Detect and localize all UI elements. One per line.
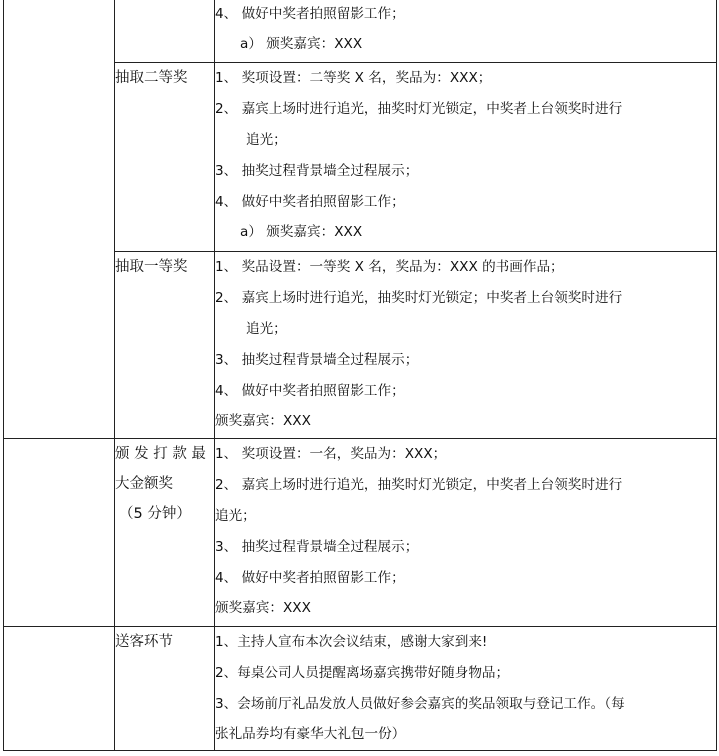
item-label: 颁 发 打 款 最 — [115, 446, 206, 462]
item-content-cell — [215, 627, 717, 751]
content-line: 追光； — [215, 508, 256, 524]
content-line: 3、会场前厅礼品发放人员做好参会嘉宾的奖品领取与登记工作。（每 — [215, 696, 625, 712]
content-line: 追光； — [246, 321, 287, 337]
content-line: 3、 抽奖过程背景墙全过程展示； — [215, 163, 419, 179]
content-line: 4、 做好中奖者拍照留影工作； — [215, 6, 405, 22]
item-content-cell — [215, 0, 717, 63]
segment-cell-empty — [4, 439, 115, 627]
content-line: 4、 做好中奖者拍照留影工作； — [215, 194, 405, 210]
content-line: 2、每桌公司人员提醒离场嘉宾携带好随身物品； — [215, 665, 510, 681]
item-label: 抽取二等奖 — [115, 70, 188, 86]
item-label-top-donor-prize — [115, 439, 215, 627]
table-row — [4, 0, 717, 63]
content-line: 1、 奖品设置：一等奖 X 名，奖品为：XXX 的书画作品； — [215, 259, 564, 275]
item-label: （5 分钟） — [119, 506, 191, 522]
content-line: 4、 做好中奖者拍照留影工作； — [215, 570, 405, 586]
content-line: 2、 嘉宾上场时进行追光，抽奖时灯光锁定，中奖者上台领奖时进行 — [215, 477, 623, 493]
item-label-cell-empty — [115, 0, 215, 63]
item-label: 抽取一等奖 — [115, 259, 188, 275]
content-line: a） 颁奖嘉宾：XXX — [240, 224, 363, 240]
content-line: 追光； — [246, 132, 287, 148]
content-line: 张礼品券均有豪华大礼包一份） — [215, 726, 406, 742]
item-label-farewell — [115, 627, 215, 751]
item-label: 送客环节 — [115, 634, 173, 650]
table-row — [4, 439, 717, 627]
item-label: 大金额奖 — [115, 476, 173, 492]
content-line: 4、 做好中奖者拍照留影工作； — [215, 383, 405, 399]
item-label-first-prize — [115, 252, 215, 439]
content-line: a） 颁奖嘉宾：XXX — [240, 36, 363, 52]
content-line: 1、 奖项设置：一名，奖品为：XXX； — [215, 446, 447, 462]
program-table — [3, 0, 717, 751]
content-line: 2、 嘉宾上场时进行追光，抽奖时灯光锁定；中奖者上台领奖时进行 — [215, 290, 623, 306]
content-line: 1、 奖项设置：二等奖 X 名，奖品为：XXX； — [215, 70, 492, 86]
item-content-cell — [215, 63, 717, 252]
content-line: 3、 抽奖过程背景墙全过程展示； — [215, 539, 419, 555]
content-line: 2、 嘉宾上场时进行追光，抽奖时灯光锁定，中奖者上台领奖时进行 — [215, 101, 623, 117]
segment-cell-empty — [4, 0, 115, 439]
item-content-cell — [215, 252, 717, 439]
item-content-cell — [215, 439, 717, 627]
content-line: 颁奖嘉宾：XXX — [215, 413, 311, 429]
table-row — [4, 627, 717, 751]
segment-cell-empty — [4, 627, 115, 751]
content-line: 1、主持人宣布本次会议结束，感谢大家到来! — [215, 634, 488, 650]
content-line: 3、 抽奖过程背景墙全过程展示； — [215, 352, 419, 368]
content-line: 颁奖嘉宾：XXX — [215, 600, 311, 616]
item-label-second-prize — [115, 63, 215, 252]
